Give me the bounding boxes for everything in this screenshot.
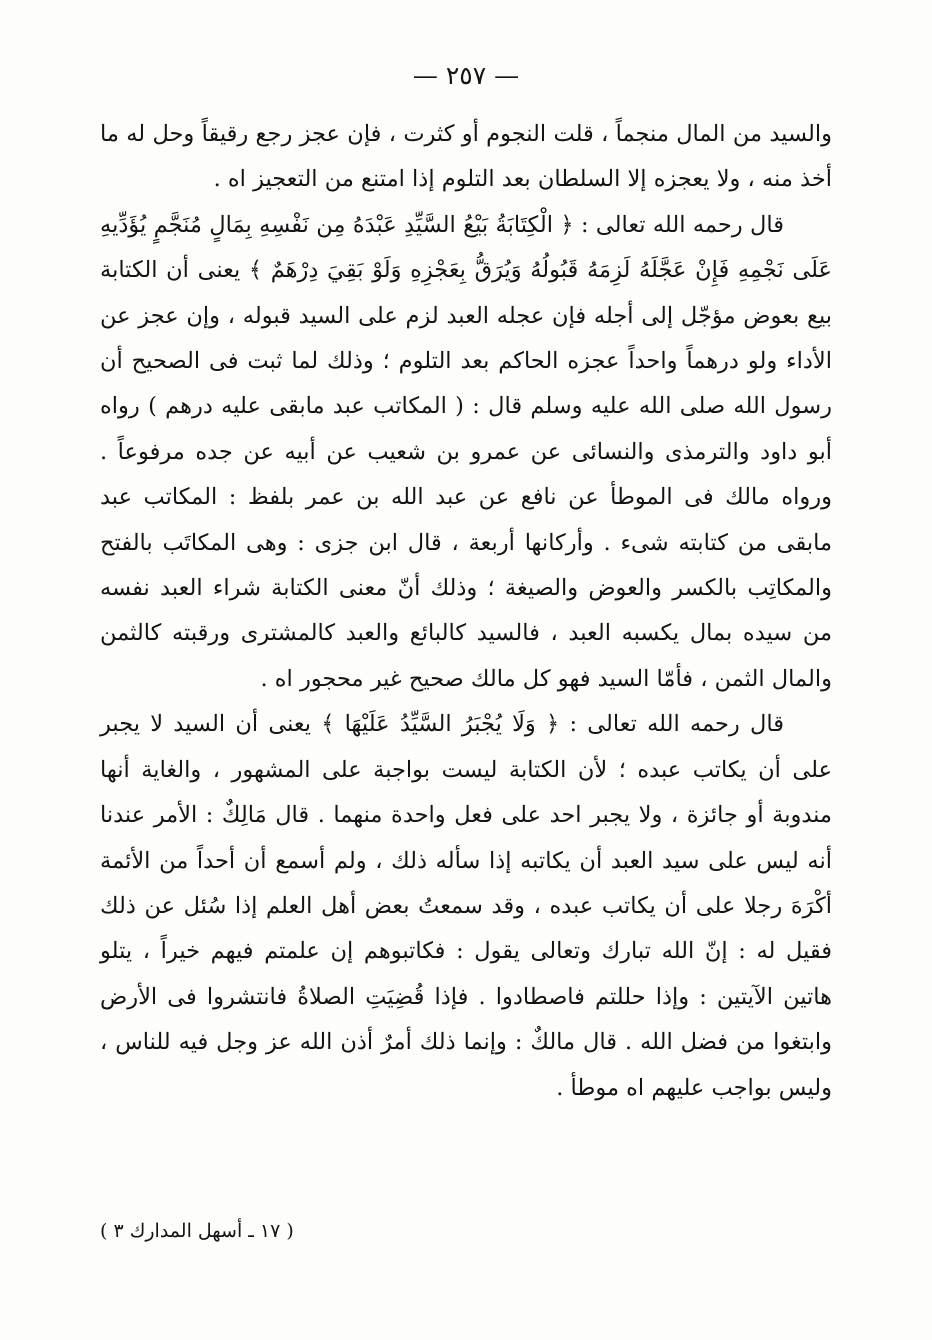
paragraph-text: والسيد من المال منجماً ، قلت النجوم أو كثرت ، فإن عجز رجع رقيقاً وحل له ما أخذ منه ، ولا يعجزه إلا السلطان بعد التلوم إذا امتنع من التعجيز اه .	[100, 121, 832, 193]
paragraph-text: قال رحمه الله تعالى : ﴿ الْكِتَابَةُ بَيْعُ السَّيِّدِ عَبْدَهُ مِن نَفْسِهِ بِمَالٍ مُنَجَّمٍ يُؤَدِّيهِ عَلَى نَجْمِهِ فَإِنْ عَجَّلَهُ لَزِمَهُ قَبُولُهُ وَيُرَقُّ بِعَجْزِهِ وَلَوْ بَقِيَ دِرْهَمٌ ﴾ يعنى أن الكتابة بيع بعوض مؤجّل إلى أجله فإن عجله العبد لزم على السيد قبوله ، وإن عجز عن الأداء ولو درهماً واحداً عجزه الحاكم بعد التلوم ؛ وذلك لما ثبت فى الصحيح أن رسول الله صلى الله عليه وسلم قال : ( المكاتب عبد مابقى عليه درهم ) رواه أبو داود والترمذى والنسائى عن عمرو بن شعيب عن أبيه عن جده مرفوعاً . ورواه مالك فى الموطأ عن نافع عن عبد الله بن عمر بلفظ : المكاتب عبد مابقى من كتابته شىء . وأركانها أربعة ، قال ابن جزى : وهى المكاتَب بالفتح والمكاتِب بالكسر والعوض والصيغة ؛ وذلك أنّ معنى الكتابة شراء العبد نفسه من سيده بمال يكسبه العبد ، فالسيد كالبائع والعبد كالمشترى ورقبته كالثمن والمال الثمن ، فأمّا السيد فهو كل مالك صحيح غير محجور اه .	[100, 211, 832, 692]
paragraph-text: قال رحمه الله تعالى : ﴿ وَلَا يُجْبَرُ السَّيِّدُ عَلَيْهَا ﴾ يعنى أن السيد لا يجبر على أن يكاتب عبده ؛ لأن الكتابة ليست بواجبة على المشهور ، والغاية أنها مندوبة أو جائزة ، ولا يجبر احد على فعل واحدة منهما . قال مَالِكٌ : الأمر عندنا أنه ليس على سيد العبد أن يكاتبه إذا سأله ذلك ، ولم أسمع أن أحداً من الأئمة أكْرَهَ رجلا على أن يكاتب عبده ، وقد سمعتُ بعض أهل العلم إذا سُئل عن ذلك فقيل له : إنّ الله تبارك وتعالى يقول : فكاتبوهم إن علمتم فيهم خيراً ، يتلو هاتين الآيتين : وإذا حللتم فاصطادوا . فإذا قُضِيَتِ الصلاةُ فانتشروا فى الأرض وابتغوا من فضل الله . قال مالكٌ : وإنما ذلك أمرٌ أذن الله عز وجل فيه للناس ، وليس بواجب عليهم اه موطأ .	[100, 711, 832, 1101]
body-text	[100, 112, 832, 1111]
page-number: — ٢٥٧ —	[412, 61, 520, 90]
paragraph-no-compulsion	[100, 702, 832, 1111]
footer-signature: ( ١٧ ـ أسهل المدارك ٣ )	[100, 1220, 294, 1242]
paragraph-continuation	[100, 112, 832, 203]
paragraph-kitaba-definition	[100, 203, 832, 702]
